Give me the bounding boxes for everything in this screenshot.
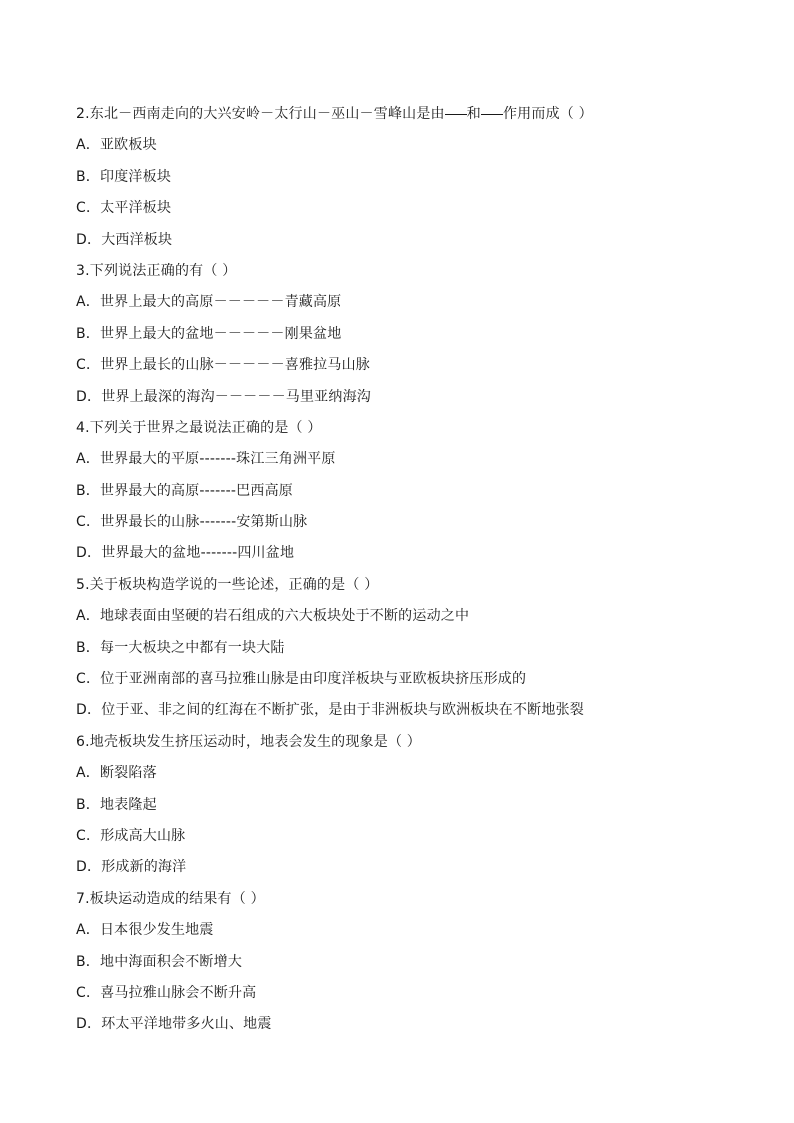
answer-blank-1 <box>445 113 467 115</box>
option-letter: B． <box>76 639 101 656</box>
option-letter: C． <box>76 357 101 374</box>
option-letter: C． <box>76 514 101 531</box>
question-2-option-d <box>76 225 736 256</box>
question-3-stem: 3.下列说法正确的有（ ） <box>76 262 237 279</box>
question-6-stem: 6.地壳板块发生挤压运动时，地表会发生的现象是（ ） <box>76 733 422 750</box>
option-text: 断裂陷落 <box>99 765 157 782</box>
question-7-option-c <box>76 978 736 1009</box>
option-text: 位于亚洲南部的喜马拉雅山脉是由印度洋板块与亚欧板块挤压形成的 <box>100 671 527 688</box>
question-3-option-a <box>76 287 736 318</box>
question-4-option-d <box>76 538 736 569</box>
question-4-option-c <box>76 507 736 538</box>
option-text: 世界上最大的盆地－－－－－刚果盆地 <box>100 325 342 342</box>
option-text: 世界最大的高原-------巴西高原 <box>100 482 293 499</box>
option-letter: D． <box>76 545 102 562</box>
question-3-option-b <box>76 319 736 350</box>
question-4-option-b <box>76 476 736 507</box>
option-text: 每一大板块之中都有一块大陆 <box>100 639 285 656</box>
option-letter: C． <box>76 827 101 844</box>
question-6-option-a <box>76 758 736 789</box>
option-letter: D． <box>76 702 102 719</box>
answer-blank-2 <box>481 113 503 115</box>
question-7-option-d <box>76 1009 736 1040</box>
option-text: 形成高大山脉 <box>100 827 186 844</box>
question-7-option-a <box>76 915 736 946</box>
option-letter: D． <box>76 231 102 248</box>
option-letter: D． <box>76 388 102 405</box>
question-2-stem-mid: 和 <box>466 106 481 122</box>
option-text: 世界上最大的高原－－－－－青藏高原 <box>99 294 342 311</box>
question-7-stem: 7.板块运动造成的结果有（ ） <box>76 890 265 907</box>
option-text: 世界上最长的山脉－－－－－喜雅拉马山脉 <box>100 357 370 374</box>
option-text: 印度洋板块 <box>100 168 172 185</box>
option-text: 地球表面由坚硬的岩石组成的六大板块处于不断的运动之中 <box>99 608 470 625</box>
option-letter: D． <box>76 1016 102 1033</box>
option-letter: A． <box>76 294 100 311</box>
question-5-option-b <box>76 633 736 664</box>
option-text: 世界最长的山脉-------安第斯山脉 <box>100 514 308 531</box>
question-6-option-c <box>76 821 736 852</box>
question-2-option-b <box>76 162 736 193</box>
option-text: 喜马拉雅山脉会不断升高 <box>100 984 257 1001</box>
option-letter: B． <box>76 953 101 970</box>
option-letter: A． <box>76 137 100 154</box>
option-letter: A． <box>76 765 100 782</box>
question-2-stem-prefix: 2.东北－西南走向的大兴安岭－太行山－巫山－雪峰山是由 <box>76 106 445 122</box>
option-letter: D． <box>76 859 102 876</box>
option-text: 太平洋板块 <box>100 200 172 217</box>
option-letter: A． <box>76 922 100 939</box>
option-text: 世界最大的平原-------珠江三角洲平原 <box>99 451 336 468</box>
question-6-option-d <box>76 852 736 883</box>
option-letter: B． <box>76 482 101 499</box>
option-text: 形成新的海洋 <box>101 859 187 876</box>
option-letter: B． <box>76 796 101 813</box>
question-list <box>76 99 736 1041</box>
question-5-option-c <box>76 664 736 695</box>
option-letter: C． <box>76 984 101 1001</box>
option-text: 地中海面积会不断增大 <box>100 953 243 970</box>
question-7-option-b <box>76 947 736 978</box>
question-4-stem: 4.下列关于世界之最说法正确的是（ ） <box>76 419 322 436</box>
question-3-option-d <box>76 382 736 413</box>
option-text: 地表隆起 <box>100 796 157 813</box>
option-text: 大西洋板块 <box>101 231 173 248</box>
question-3-option-c <box>76 350 736 381</box>
question-2-option-a <box>76 130 736 161</box>
option-text: 世界上最深的海沟－－－－－马里亚纳海沟 <box>101 388 371 405</box>
option-text: 亚欧板块 <box>99 137 157 154</box>
question-4-option-a <box>76 444 736 475</box>
option-letter: B． <box>76 325 101 342</box>
question-6-option-b <box>76 790 736 821</box>
option-letter: C． <box>76 200 101 217</box>
option-letter: A． <box>76 451 100 468</box>
option-letter: B． <box>76 168 101 185</box>
question-2-stem-suffix: 作用而成（ ） <box>502 106 593 122</box>
question-5-stem: 5.关于板块构造学说的一些论述，正确的是（ ） <box>76 576 379 593</box>
option-letter: A． <box>76 608 100 625</box>
question-5-option-a <box>76 601 736 632</box>
option-text: 位于亚、非之间的红海在不断扩张，是由于非洲板块与欧洲板块在不断地张裂 <box>101 702 584 719</box>
question-5-option-d <box>76 695 736 726</box>
option-text: 环太平洋地带多火山、地震 <box>101 1016 272 1033</box>
option-letter: C． <box>76 671 101 688</box>
question-2-option-c <box>76 193 736 224</box>
option-text: 世界最大的盆地-------四川盆地 <box>101 545 295 562</box>
option-text: 日本很少发生地震 <box>99 922 214 939</box>
question-2-stem <box>76 99 736 130</box>
